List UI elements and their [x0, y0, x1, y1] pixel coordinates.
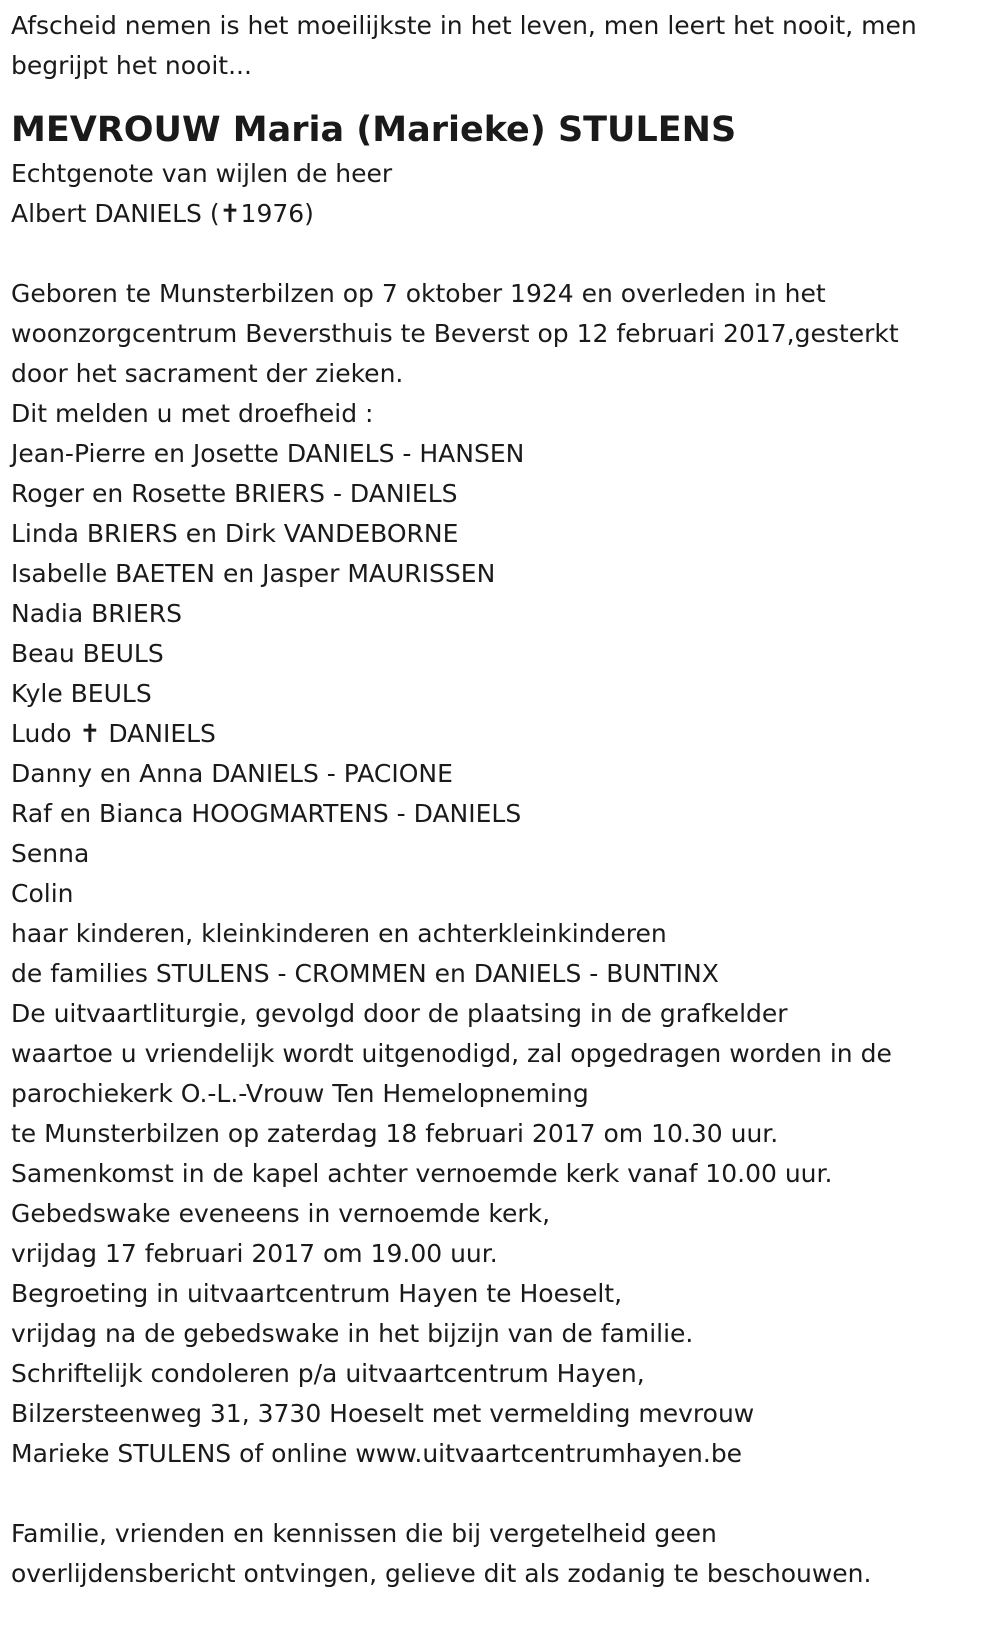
body-line: parochiekerk O.-L.-Vrouw Ten Hemelopneming: [11, 1079, 589, 1108]
spouse-line: Echtgenote van wijlen de heer: [11, 159, 393, 188]
deceased-name-title: MEVROUW Maria (Marieke) STULENS: [11, 110, 737, 150]
body-line: Gebedswake eveneens in vernoemde kerk,: [11, 1199, 551, 1228]
body-line: Senna: [11, 839, 90, 868]
body-line: Isabelle BAETEN en Jasper MAURISSEN: [11, 559, 496, 588]
closing-line: Familie, vrienden en kennissen die bij vergetelheid geen: [11, 1519, 717, 1548]
body-line: Linda BRIERS en Dirk VANDEBORNE: [11, 519, 459, 548]
body-line: waartoe u vriendelijk wordt uitgenodigd, zal opgedragen worden in de: [11, 1039, 892, 1068]
body-line: Kyle BEULS: [11, 679, 152, 708]
spouse-info: [11, 154, 989, 234]
body-line: De uitvaartliturgie, gevolgd door de plaatsing in de grafkelder: [11, 999, 788, 1028]
closing-note: [11, 1514, 989, 1594]
body-line: Marieke STULENS of online www.uitvaartcentrumhayen.be: [11, 1439, 743, 1468]
body-line: Beau BEULS: [11, 639, 164, 668]
body-line: de families STULENS - CROMMEN en DANIELS - BUNTINX: [11, 959, 719, 988]
body-line: woonzorgcentrum Beversthuis te Beverst op 12 februari 2017,gesterkt: [11, 319, 899, 348]
body-line: Ludo ✝ DANIELS: [11, 719, 216, 748]
spacer: [11, 86, 989, 106]
body-line: door het sacrament der zieken.: [11, 359, 404, 388]
closing-line: overlijdensbericht ontvingen, gelieve dit als zodanig te beschouwen.: [11, 1559, 872, 1588]
body-line: Danny en Anna DANIELS - PACIONE: [11, 759, 453, 788]
body-line: Begroeting in uitvaartcentrum Hayen te Hoeselt,: [11, 1279, 623, 1308]
spacer: [11, 234, 989, 274]
intro-quote: [11, 6, 989, 86]
obituary-body: [11, 274, 989, 1474]
body-line: Colin: [11, 879, 74, 908]
body-line: Samenkomst in de kapel achter vernoemde kerk vanaf 10.00 uur.: [11, 1159, 833, 1188]
body-line: Jean-Pierre en Josette DANIELS - HANSEN: [11, 439, 525, 468]
intro-line: Afscheid nemen is het moeilijkste in het leven, men leert het nooit, men: [11, 11, 917, 40]
body-line: Raf en Bianca HOOGMARTENS - DANIELS: [11, 799, 522, 828]
body-line: vrijdag na de gebedswake in het bijzijn van de familie.: [11, 1319, 694, 1348]
body-line: te Munsterbilzen op zaterdag 18 februari 2017 om 10.30 uur.: [11, 1119, 779, 1148]
body-line: Bilzersteenweg 31, 3730 Hoeselt met vermelding mevrouw: [11, 1399, 755, 1428]
body-line: haar kinderen, kleinkinderen en achterkleinkinderen: [11, 919, 667, 948]
spouse-line: Albert DANIELS (✝1976): [11, 199, 314, 228]
body-line: Nadia BRIERS: [11, 599, 183, 628]
body-line: Dit melden u met droefheid :: [11, 399, 374, 428]
intro-line: begrijpt het nooit...: [11, 51, 252, 80]
body-line: Geboren te Munsterbilzen op 7 oktober 1924 en overleden in het: [11, 279, 826, 308]
body-line: vrijdag 17 februari 2017 om 19.00 uur.: [11, 1239, 498, 1268]
body-line: Roger en Rosette BRIERS - DANIELS: [11, 479, 458, 508]
body-line: Schriftelijk condoleren p/a uitvaartcentrum Hayen,: [11, 1359, 645, 1388]
spacer: [11, 1474, 989, 1514]
